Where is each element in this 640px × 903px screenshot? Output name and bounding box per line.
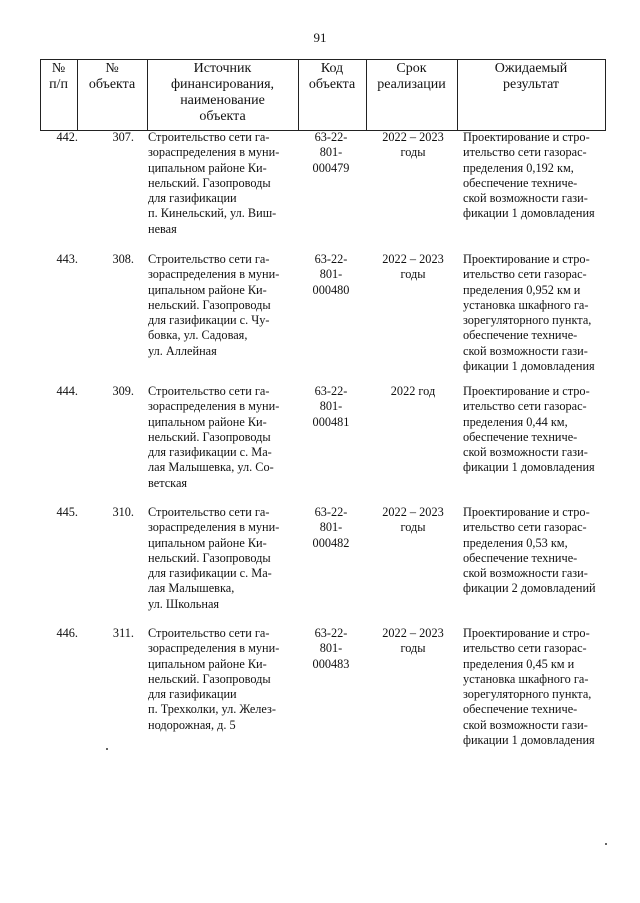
expected-result: Проектирование и стро- ительство сети газорас- пределения 0,952 км и установка шкафного га- зорегуляторного пункта, обеспечение техниче- ской возможности гази- фикации 1 домовладения [463,252,595,374]
header-source: Источник финансирования, наименование объекта [170,61,275,124]
object-number: 310. [112,505,134,519]
implementation-term: 2022 год [390,384,436,398]
expected-result: Проектирование и стро- ительство сети газорас- пределения 0,44 км, обеспечение техниче- ской возможности гази- фикации 1 домовладения [463,384,595,475]
source-description: Строительство сети га- зораспределения в муни- ципальном районе Ки- нельский. Газопроводы для газификации с. Чу- бовка, ул. Садовая, ул. Аллейная [148,252,280,358]
header-object-number: № объекта [88,61,136,92]
implementation-term: 2022 – 2023 годы [382,626,444,656]
scan-speck [605,843,607,845]
source-description: Строительство сети га- зораспределения в муни- ципальном районе Ки- нельский. Газопроводы для газификации п. Кинельский, ул. Виш- невая [148,130,280,236]
header-row-number: № п/п [49,61,68,92]
source-description: Строительство сети га- зораспределения в муни- ципальном районе Ки- нельский. Газопроводы для газификации п. Трехколки, ул. Желез- нодорожная, д. 5 [148,626,280,732]
source-description: Строительство сети га- зораспределения в муни- ципальном районе Ки- нельский. Газопроводы для газификации с. Ма- лая Малышевка, ул. Школьная [148,505,280,611]
object-code: 63-22- 801- 000481 [312,384,350,429]
object-number: 311. [112,626,134,640]
scan-speck [106,748,108,750]
implementation-term: 2022 – 2023 годы [382,505,444,535]
object-code: 63-22- 801- 000479 [312,130,350,175]
source-description: Строительство сети га- зораспределения в муни- ципальном районе Ки- нельский. Газопроводы для газификации с. Ма- лая Малышевка, ул. Со- ветская [148,384,280,490]
implementation-term: 2022 – 2023 годы [382,252,444,282]
page-number: 91 [313,30,327,45]
implementation-term: 2022 – 2023 годы [382,130,444,160]
row-number: 446. [56,626,78,640]
object-number: 307. [112,130,134,144]
header-term: Срок реализации [377,61,446,92]
expected-result: Проектирование и стро- ительство сети газорас- пределения 0,192 км, обеспечение техниче- ской возможности гази- фикации 1 домовладения [463,130,595,221]
table-header [40,59,605,131]
row-number: 443. [56,252,78,266]
object-code: 63-22- 801- 000480 [312,252,350,297]
object-code: 63-22- 801- 000482 [312,505,350,550]
row-number: 442. [56,130,78,144]
object-number: 308. [112,252,134,266]
row-number: 445. [56,505,78,519]
object-code: 63-22- 801- 000483 [312,626,350,671]
row-number: 444. [56,384,78,398]
expected-result: Проектирование и стро- ительство сети газорас- пределения 0,53 км, обеспечение техниче- ской возможности гази- фикации 2 домовладений [463,505,596,596]
header-result: Ожидаемый результат [494,61,568,92]
header-object-code: Код объекта [308,61,356,92]
expected-result: Проектирование и стро- ительство сети газорас- пределения 0,45 км и установка шкафного га- зорегуляторного пункта, обеспечение техниче- ской возможности гази- фикации 1 домовладения [463,626,595,748]
object-number: 309. [112,384,134,398]
